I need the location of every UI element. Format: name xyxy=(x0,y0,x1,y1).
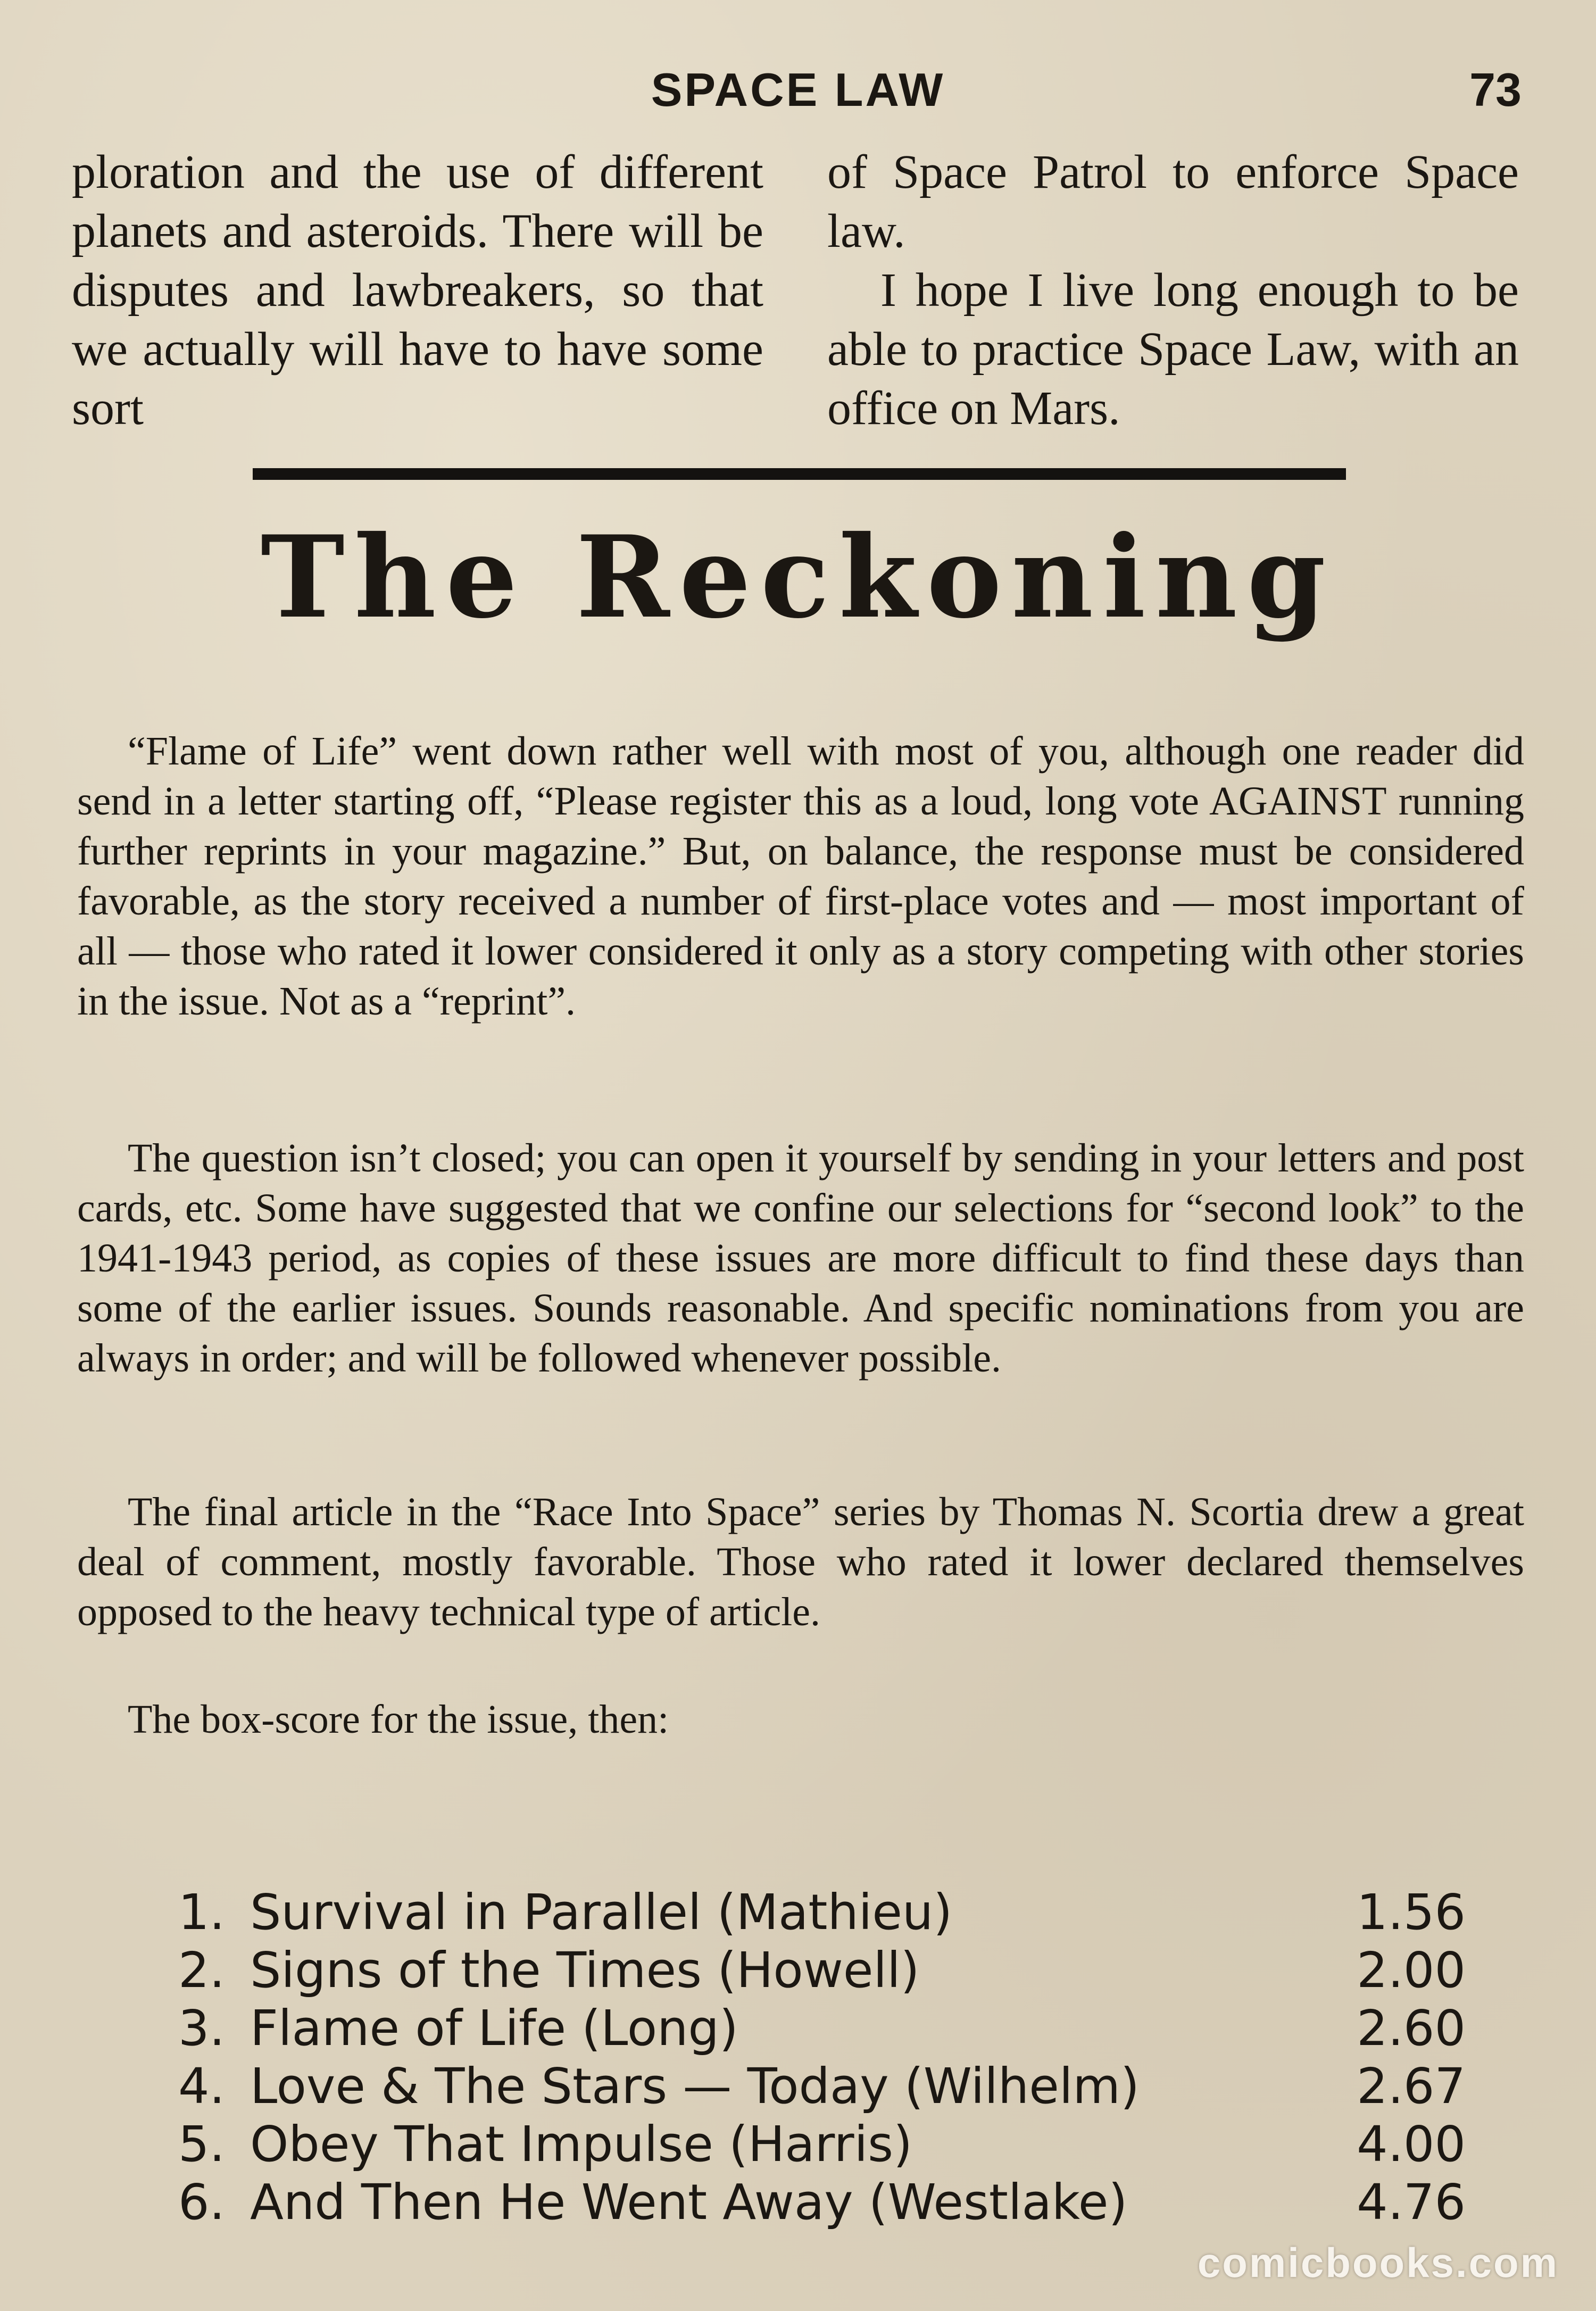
box-score-row xyxy=(178,2115,1466,2173)
box-score-value: 2.60 xyxy=(1357,2000,1466,2057)
paragraph-1: “Flame of Life” went down rather well with most of you, although one reader did send in a letter starting off, “Please register this as a loud, long vote AGAINST running further reprints in your magazine.” But, on balance, the response must be considered favorable, as the story received a number of first-place votes and — most important of all — those who rated it lower considered it only as a story competing with other stories in the issue. Not as a “reprint”. xyxy=(77,729,1524,1024)
box-score-rank: 5. xyxy=(178,2116,225,2173)
box-score-title: Signs of the Times (Howell) xyxy=(250,1942,920,1999)
box-score-rank: 6. xyxy=(178,2174,225,2231)
section-divider xyxy=(253,468,1346,480)
box-score-title: Flame of Life (Long) xyxy=(250,2000,738,2057)
page-number: 73 xyxy=(1469,63,1522,116)
box-score-row xyxy=(178,1883,1466,1941)
box-score-title: Survival in Parallel (Mathieu) xyxy=(250,1884,953,1941)
box-score-title: And Then He Went Away (Westlake) xyxy=(250,2174,1128,2231)
watermark: comicbooks.com xyxy=(1197,2239,1559,2286)
box-score-value: 2.67 xyxy=(1357,2058,1466,2115)
box-score-row xyxy=(178,1999,1466,2057)
prior-article-right-column xyxy=(827,143,1519,438)
paragraph-4: The box-score for the issue, then: xyxy=(128,1697,669,1742)
section-title: The Reckoning xyxy=(260,511,1336,643)
prior-article-left-column xyxy=(72,143,763,438)
box-score-title: Love & The Stars — Today (Wilhelm) xyxy=(250,2058,1140,2115)
running-title: SPACE LAW xyxy=(651,63,945,116)
box-score-row xyxy=(178,2173,1466,2231)
prior-article-right-text-1: of Space Patrol to enforce Space law. xyxy=(827,146,1519,257)
box-score-rank: 4. xyxy=(178,2058,225,2115)
paragraph-2: The question isn’t closed; you can open it yourself by sending in your letters and post cards, etc. Some have suggested that we confine our selections for “second look” to the 1941-1943 period, as copies of these issues are more difficult to find these days than some of the earlier issues. Sounds reasonable. And specific nominations from you are always in order; and will be followed whenever possible. xyxy=(77,1136,1524,1381)
box-score-rank: 3. xyxy=(178,2000,225,2057)
box-score-value: 4.00 xyxy=(1357,2116,1466,2173)
box-score-value: 4.76 xyxy=(1357,2174,1466,2231)
box-score-row xyxy=(178,1941,1466,1999)
box-score-value: 1.56 xyxy=(1357,1884,1466,1941)
box-score-rank: 1. xyxy=(178,1884,225,1941)
box-score-row xyxy=(178,2057,1466,2115)
paragraph-3: The final article in the “Race Into Space” series by Thomas N. Scortia drew a great deal of comment, mostly favorable. Those who rated it lower declared themselves opposed to the heavy technical type of article. xyxy=(77,1490,1524,1634)
box-score-value: 2.00 xyxy=(1357,1942,1466,1999)
box-score-list xyxy=(178,1883,1466,2231)
prior-article-left-text: ploration and the use of different planets and asteroids. There will be disputes and lawbreakers, so that we actually will have to have some sort xyxy=(72,146,763,435)
box-score-title: Obey That Impulse (Harris) xyxy=(250,2116,912,2173)
prior-article-right-text-2: I hope I live long enough to be able to practice Space Law, with an office on Mars. xyxy=(827,264,1519,435)
box-score-rank: 2. xyxy=(178,1942,225,1999)
